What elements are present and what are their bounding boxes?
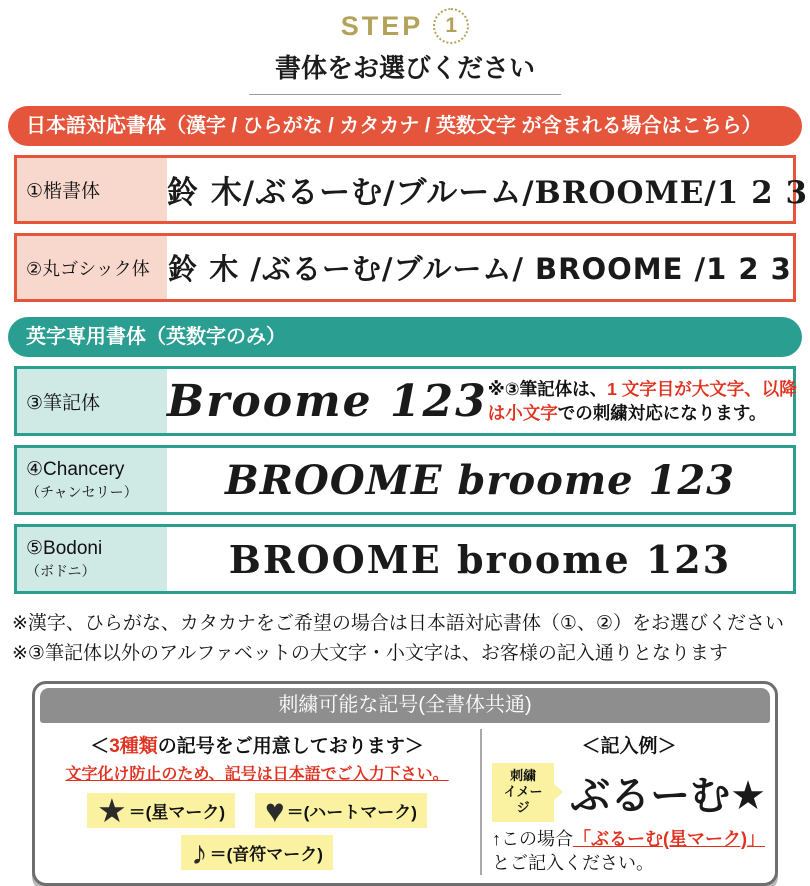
page-title: 書体をお選びください — [249, 48, 561, 95]
example-heading: ＜記入例＞ — [581, 735, 677, 757]
symbol-chip-star: ★ ＝(星マーク) — [87, 793, 235, 828]
font-sample-maru-gothic: 鈴 木 /ぶるーむ/ブルーム/ BROOME /1 2 3 — [168, 252, 792, 286]
symbol-chip-heart: ♥ ＝(ハートマーク) — [255, 793, 427, 828]
font-option-maru-gothic — [14, 233, 796, 302]
footnote-japanese-fonts: ※漢字、ひらがな、カタカナをご希望の場合は日本語対応書体（①、②）をお選びください — [12, 613, 784, 634]
star-icon: ★ — [97, 791, 127, 829]
symbols-heading: ＜3種類の記号をご用意しております＞ — [90, 735, 424, 757]
font-option-bodoni — [14, 524, 796, 594]
footnotes — [12, 609, 798, 670]
font-option-chancery — [14, 445, 796, 515]
font-option-label: ②丸ゴシック体 — [17, 236, 167, 299]
embroidery-example-text: ぶるーむ★ — [570, 772, 766, 819]
stitch-image-tag: 刺繍 イメージ — [492, 763, 554, 822]
font-sample-bodoni: BROOME broome 123 — [228, 536, 732, 582]
english-fonts-section-header: 英字専用書体（英数字のみ） — [8, 317, 802, 357]
japanese-fonts-section-header: 日本語対応書体（漢字 / ひらがな / カタカナ / 英数文字 が含まれる場合はこちら） — [8, 106, 802, 146]
font-option-script — [14, 366, 796, 436]
symbols-warning: 文字化け防止のため、記号は日本語でご入力下さい。 — [65, 765, 449, 783]
font-sample-script: Broome 123 — [167, 375, 488, 427]
font-sample-kaisho: 鈴 木/ぶるーむ/ブルーム/BROOME/1 2 3 — [167, 175, 809, 211]
font-option-label: ⑤Bodoni （ボドニ） — [17, 527, 167, 591]
step-number-badge — [433, 8, 469, 44]
symbols-list-panel — [40, 729, 482, 875]
font-option-label: ①楷書体 — [17, 158, 167, 221]
font-option-label: ③筆記体 — [17, 369, 167, 433]
footnote-letter-case: ※③筆記体以外のアルファベットの大文字・小文字は、お客様の記入通りとなります — [12, 643, 728, 665]
music-note-icon: ♪ — [191, 833, 208, 871]
embroidery-symbols-box — [32, 681, 778, 886]
symbol-chip-music-note: ♪ ＝(音符マーク) — [181, 835, 333, 870]
font-option-label: ④Chancery （チャンセリー） — [17, 448, 167, 512]
step-label: STEP — [340, 10, 424, 41]
symbols-box-header: 刺繍可能な記号(全書体共通) — [40, 688, 770, 723]
example-caption: ↑この場合「ぶるーむ(星マーク)」 とご記入ください。 — [492, 828, 765, 873]
heart-icon: ♥ — [265, 791, 285, 829]
script-case-note: ※③筆記体は、1 文字目が大文字、以降 は小文字での刺繍対応になります。 — [487, 378, 797, 423]
step-header — [0, 8, 810, 44]
step-number: 1 — [445, 14, 458, 37]
example-panel — [482, 729, 770, 875]
font-option-kaisho — [14, 155, 809, 224]
font-sample-chancery: BROOME broome 123 — [224, 456, 736, 504]
